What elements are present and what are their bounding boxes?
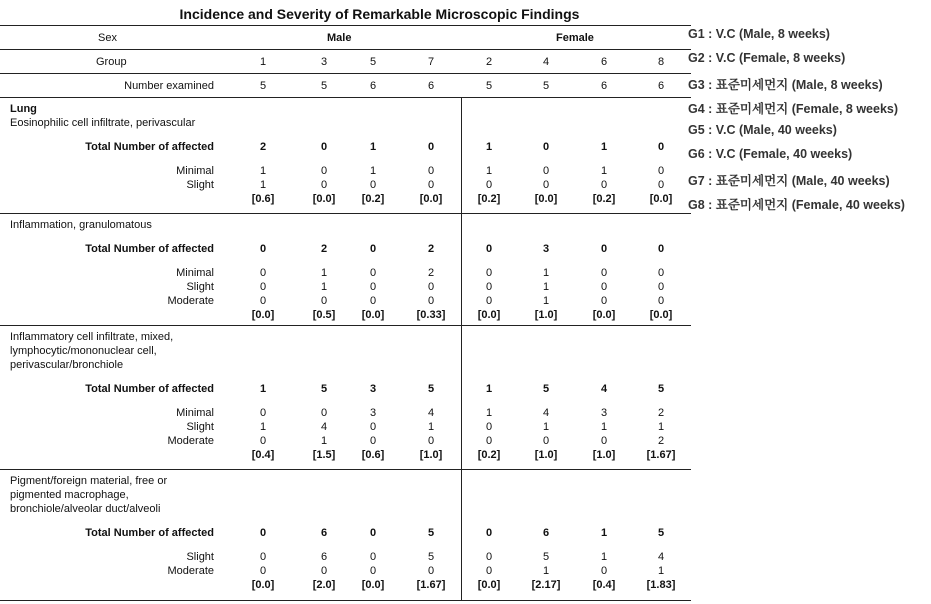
severity-count: 0 — [369, 435, 377, 447]
mean-severity: [1.67] — [416, 579, 446, 591]
severity-count: 1 — [485, 407, 493, 419]
total-affected-label: Total Number of affected — [85, 383, 214, 395]
total-affected-value: 5 — [657, 383, 665, 395]
total-affected-label: Total Number of affected — [85, 141, 214, 153]
group-number: 2 — [485, 56, 493, 68]
severity-count: 0 — [320, 165, 328, 177]
severity-count: 0 — [600, 267, 608, 279]
total-affected-value: 5 — [542, 383, 550, 395]
mean-severity: [0.4] — [251, 449, 275, 461]
severity-count: 0 — [259, 551, 267, 563]
total-affected-value: 1 — [485, 141, 493, 153]
total-affected-value: 3 — [542, 243, 550, 255]
severity-count: 0 — [600, 295, 608, 307]
severity-count: 0 — [657, 179, 665, 191]
group-number: 3 — [320, 56, 328, 68]
severity-count: 1 — [600, 551, 608, 563]
severity-count: 0 — [485, 267, 493, 279]
number-examined-value: 5 — [485, 80, 493, 92]
severity-count: 0 — [320, 295, 328, 307]
severity-label: Minimal — [176, 267, 214, 279]
legend-item: G4 : 표준미세먼지 (Female, 8 weeks) — [688, 102, 899, 116]
severity-count: 3 — [369, 407, 377, 419]
severity-count: 0 — [485, 179, 493, 191]
mean-severity: [0.6] — [251, 193, 275, 205]
severity-count: 2 — [657, 435, 665, 447]
finding-label: bronchiole/alveolar duct/alveoli — [10, 503, 161, 515]
severity-count: 0 — [259, 407, 267, 419]
severity-count: 0 — [369, 551, 377, 563]
organ-label: Lung — [10, 103, 37, 115]
mean-severity: [0.2] — [477, 449, 501, 461]
total-affected-value: 5 — [427, 527, 435, 539]
total-affected-value: 0 — [485, 243, 493, 255]
finding-label: lymphocytic/mononuclear cell, — [10, 345, 157, 357]
mean-severity: [1.0] — [592, 449, 616, 461]
severity-count: 1 — [542, 281, 550, 293]
finding-label: pigmented macrophage, — [10, 489, 129, 501]
female-label: Female — [556, 32, 594, 44]
group-number: 7 — [427, 56, 435, 68]
finding-label: Pigment/foreign material, free or — [10, 475, 168, 487]
severity-count: 1 — [485, 165, 493, 177]
rule-header-2 — [0, 73, 691, 74]
group-number: 4 — [542, 56, 550, 68]
mean-severity: [1.67] — [646, 449, 676, 461]
severity-count: 0 — [369, 267, 377, 279]
mean-severity: [1.0] — [534, 309, 558, 321]
mean-severity: [0.0] — [251, 309, 275, 321]
mean-severity: [0.0] — [419, 193, 443, 205]
severity-count: 0 — [259, 295, 267, 307]
legend-item: G7 : 표준미세먼지 (Male, 40 weeks) — [688, 174, 890, 188]
severity-count: 0 — [600, 565, 608, 577]
severity-count: 0 — [485, 295, 493, 307]
number-examined-value: 5 — [320, 80, 328, 92]
legend-item: G5 : V.C (Male, 40 weeks) — [688, 123, 837, 137]
severity-count: 1 — [542, 267, 550, 279]
mean-severity: [2.17] — [531, 579, 561, 591]
severity-count: 4 — [427, 407, 435, 419]
section-rule — [0, 469, 691, 470]
mean-severity: [1.0] — [419, 449, 443, 461]
severity-count: 0 — [657, 281, 665, 293]
total-affected-value: 2 — [427, 243, 435, 255]
severity-count: 0 — [369, 565, 377, 577]
total-affected-value: 0 — [485, 527, 493, 539]
section-rule — [0, 600, 691, 601]
severity-label: Slight — [186, 551, 214, 563]
severity-count: 1 — [427, 421, 435, 433]
number-examined-value: 6 — [600, 80, 608, 92]
severity-count: 5 — [427, 551, 435, 563]
severity-count: 0 — [542, 165, 550, 177]
severity-count: 0 — [259, 435, 267, 447]
severity-count: 0 — [369, 281, 377, 293]
rule-header-3 — [0, 97, 691, 98]
number-examined-value: 6 — [369, 80, 377, 92]
table-title: Incidence and Severity of Remarkable Microscopic Findings — [179, 6, 580, 22]
severity-count: 0 — [427, 165, 435, 177]
severity-count: 1 — [259, 421, 267, 433]
severity-count: 6 — [320, 551, 328, 563]
severity-count: 1 — [542, 565, 550, 577]
finding-label: Eosinophilic cell infiltrate, perivascular — [10, 117, 196, 129]
mean-severity: [0.0] — [649, 193, 673, 205]
total-affected-value: 3 — [369, 383, 377, 395]
severity-count: 1 — [320, 267, 328, 279]
severity-count: 0 — [427, 295, 435, 307]
rule-top — [0, 25, 691, 26]
finding-label: Inflammatory cell infiltrate, mixed, — [10, 331, 174, 343]
legend-item: G1 : V.C (Male, 8 weeks) — [688, 27, 830, 41]
mean-severity: [1.5] — [312, 449, 336, 461]
severity-count: 0 — [427, 281, 435, 293]
number-examined-value: 6 — [427, 80, 435, 92]
severity-count: 0 — [657, 295, 665, 307]
total-affected-value: 0 — [427, 141, 435, 153]
severity-count: 0 — [320, 407, 328, 419]
total-affected-value: 6 — [320, 527, 328, 539]
legend-item: G2 : V.C (Female, 8 weeks) — [688, 51, 846, 65]
mean-severity: [0.0] — [477, 579, 501, 591]
total-affected-label: Total Number of affected — [85, 527, 214, 539]
number-examined-value: 6 — [657, 80, 665, 92]
severity-label: Minimal — [176, 165, 214, 177]
severity-count: 0 — [485, 435, 493, 447]
severity-count: 4 — [657, 551, 665, 563]
total-affected-value: 1 — [600, 141, 608, 153]
severity-count: 0 — [259, 565, 267, 577]
severity-count: 0 — [600, 435, 608, 447]
severity-count: 0 — [427, 179, 435, 191]
section-rule — [0, 213, 691, 214]
severity-label: Slight — [186, 281, 214, 293]
severity-count: 5 — [542, 551, 550, 563]
total-affected-value: 5 — [320, 383, 328, 395]
mean-severity: [2.0] — [312, 579, 336, 591]
sex-divider — [461, 97, 462, 600]
total-affected-value: 6 — [542, 527, 550, 539]
mean-severity: [0.0] — [312, 193, 336, 205]
sex-label: Sex — [98, 32, 117, 44]
mean-severity: [0.2] — [361, 193, 385, 205]
severity-count: 2 — [657, 407, 665, 419]
total-affected-value: 5 — [657, 527, 665, 539]
severity-count: 0 — [427, 435, 435, 447]
severity-count: 0 — [485, 551, 493, 563]
severity-count: 0 — [542, 435, 550, 447]
severity-count: 0 — [600, 179, 608, 191]
severity-count: 0 — [657, 267, 665, 279]
severity-count: 1 — [320, 435, 328, 447]
total-affected-value: 1 — [259, 383, 267, 395]
severity-count: 1 — [369, 165, 377, 177]
severity-count: 4 — [542, 407, 550, 419]
total-affected-value: 0 — [369, 527, 377, 539]
legend-item: G3 : 표준미세먼지 (Male, 8 weeks) — [688, 78, 883, 92]
total-affected-label: Total Number of affected — [85, 243, 214, 255]
mean-severity: [1.83] — [646, 579, 676, 591]
mean-severity: [0.0] — [534, 193, 558, 205]
mean-severity: [0.0] — [649, 309, 673, 321]
mean-severity: [0.4] — [592, 579, 616, 591]
severity-label: Moderate — [167, 295, 214, 307]
total-affected-value: 0 — [259, 527, 267, 539]
severity-count: 2 — [427, 267, 435, 279]
total-affected-value: 2 — [259, 141, 267, 153]
mean-severity: [0.0] — [251, 579, 275, 591]
total-affected-value: 2 — [320, 243, 328, 255]
severity-label: Moderate — [167, 565, 214, 577]
number-examined-label: Number examined — [124, 80, 214, 92]
mean-severity: [0.33] — [416, 309, 446, 321]
severity-count: 1 — [542, 421, 550, 433]
severity-count: 0 — [259, 281, 267, 293]
rule-header-1 — [0, 49, 691, 50]
severity-count: 0 — [369, 421, 377, 433]
number-examined-value: 5 — [542, 80, 550, 92]
total-affected-value: 1 — [369, 141, 377, 153]
total-affected-value: 0 — [542, 141, 550, 153]
mean-severity: [0.0] — [361, 309, 385, 321]
severity-label: Moderate — [167, 435, 214, 447]
severity-count: 1 — [600, 165, 608, 177]
total-affected-value: 5 — [427, 383, 435, 395]
mean-severity: [0.6] — [361, 449, 385, 461]
group-number: 1 — [259, 56, 267, 68]
number-examined-value: 5 — [259, 80, 267, 92]
mean-severity: [0.0] — [361, 579, 385, 591]
severity-count: 0 — [485, 281, 493, 293]
severity-count: 0 — [485, 421, 493, 433]
group-number: 5 — [369, 56, 377, 68]
total-affected-value: 1 — [485, 383, 493, 395]
finding-label: perivascular/bronchiole — [10, 359, 124, 371]
mean-severity: [0.5] — [312, 309, 336, 321]
severity-count: 4 — [320, 421, 328, 433]
severity-count: 0 — [369, 295, 377, 307]
severity-label: Slight — [186, 179, 214, 191]
legend-item: G8 : 표준미세먼지 (Female, 40 weeks) — [688, 198, 905, 212]
total-affected-value: 0 — [259, 243, 267, 255]
severity-count: 1 — [542, 295, 550, 307]
total-affected-value: 0 — [657, 243, 665, 255]
group-number: 8 — [657, 56, 665, 68]
severity-count: 1 — [259, 179, 267, 191]
severity-count: 0 — [542, 179, 550, 191]
severity-count: 0 — [600, 281, 608, 293]
mean-severity: [0.2] — [592, 193, 616, 205]
severity-count: 0 — [259, 267, 267, 279]
total-affected-value: 1 — [600, 527, 608, 539]
total-affected-value: 0 — [320, 141, 328, 153]
total-affected-value: 0 — [369, 243, 377, 255]
mean-severity: [0.2] — [477, 193, 501, 205]
severity-count: 1 — [657, 421, 665, 433]
severity-label: Minimal — [176, 407, 214, 419]
mean-severity: [0.0] — [477, 309, 501, 321]
mean-severity: [1.0] — [534, 449, 558, 461]
severity-label: Slight — [186, 421, 214, 433]
mean-severity: [0.0] — [592, 309, 616, 321]
severity-count: 1 — [259, 165, 267, 177]
total-affected-value: 0 — [600, 243, 608, 255]
severity-count: 0 — [485, 565, 493, 577]
severity-count: 0 — [320, 179, 328, 191]
severity-count: 3 — [600, 407, 608, 419]
group-label: Group — [96, 56, 127, 68]
severity-count: 0 — [369, 179, 377, 191]
legend-item: G6 : V.C (Female, 40 weeks) — [688, 147, 853, 161]
male-label: Male — [327, 32, 352, 44]
severity-count: 1 — [600, 421, 608, 433]
finding-label: Inflammation, granulomatous — [10, 219, 152, 231]
severity-count: 1 — [320, 281, 328, 293]
severity-count: 0 — [320, 565, 328, 577]
severity-count: 0 — [657, 165, 665, 177]
total-affected-value: 0 — [657, 141, 665, 153]
severity-count: 1 — [657, 565, 665, 577]
section-rule — [0, 325, 691, 326]
total-affected-value: 4 — [600, 383, 608, 395]
severity-count: 0 — [427, 565, 435, 577]
group-number: 6 — [600, 56, 608, 68]
